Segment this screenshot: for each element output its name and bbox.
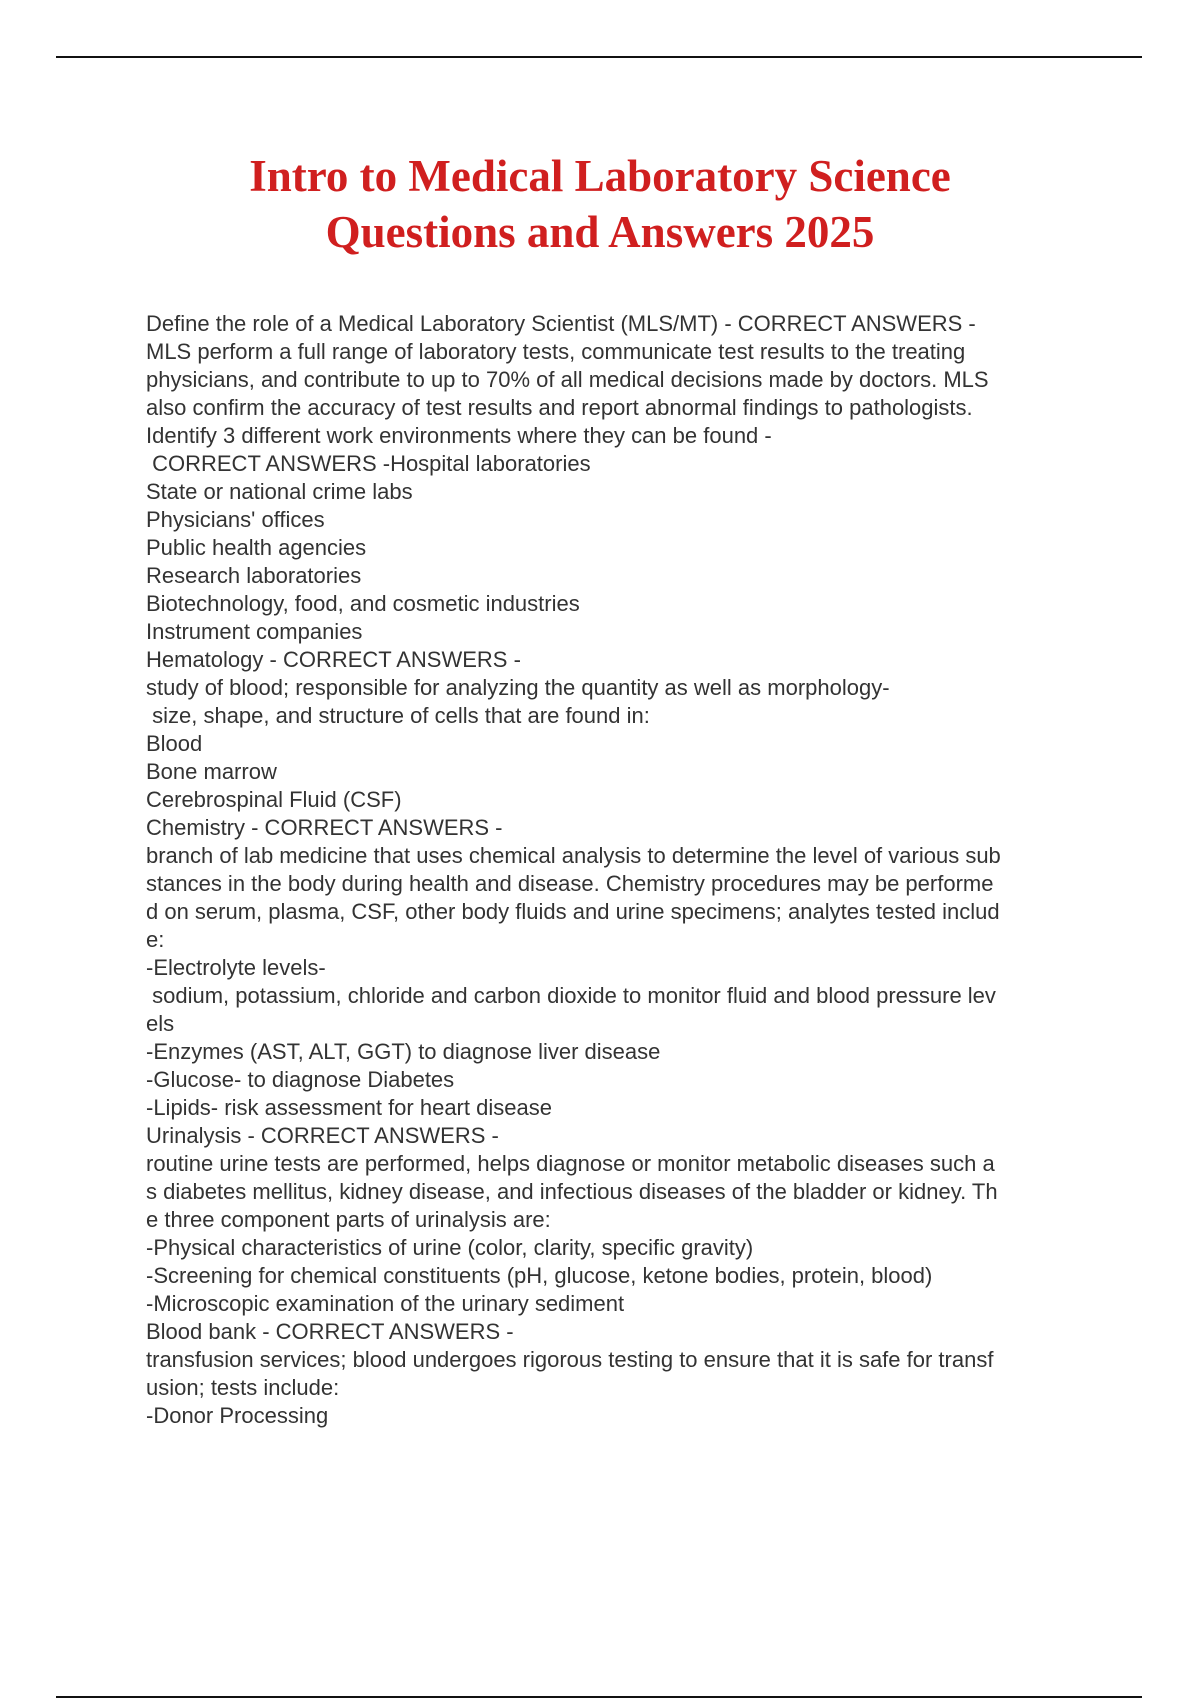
text-line: sodium, potassium, chloride and carbon dioxide to monitor fluid and blood pressure lev — [146, 983, 996, 1008]
text-line: CORRECT ANSWERS -Hospital laboratories — [146, 451, 591, 476]
text-line: Blood bank - CORRECT ANSWERS - — [146, 1319, 514, 1344]
qa-body — [146, 310, 1096, 1430]
text-line: Instrument companies — [146, 619, 363, 644]
text-line: Biotechnology, food, and cosmetic industries — [146, 591, 580, 616]
text-line: -Enzymes (AST, ALT, GGT) to diagnose liver disease — [146, 1039, 661, 1064]
text-line: -Donor Processing — [146, 1403, 329, 1428]
text-line: els — [146, 1011, 175, 1036]
text-line: size, shape, and structure of cells that are found in: — [146, 703, 650, 728]
text-line: Urinalysis - CORRECT ANSWERS - — [146, 1123, 499, 1148]
text-line: Cerebrospinal Fluid (CSF) — [146, 787, 402, 812]
text-line: -Glucose- to diagnose Diabetes — [146, 1067, 455, 1092]
text-line: Identify 3 different work environments where they can be found - — [146, 423, 772, 448]
text-line: s diabetes mellitus, kidney disease, and infectious diseases of the bladder or kidney. Th — [146, 1179, 998, 1204]
text-line: physicians, and contribute to up to 70% of all medical decisions made by doctors. MLS — [146, 367, 989, 392]
text-line: e three component parts of urinalysis are: — [146, 1207, 551, 1232]
text-line: also confirm the accuracy of test results and report abnormal findings to pathologists. — [146, 395, 973, 420]
text-line: branch of lab medicine that uses chemical analysis to determine the level of various sub — [146, 843, 1001, 868]
document-title — [0, 148, 1200, 260]
text-line: e: — [146, 927, 165, 952]
text-line: Chemistry - CORRECT ANSWERS - — [146, 815, 503, 840]
text-line: usion; tests include: — [146, 1375, 340, 1400]
title-line-2: Questions and Answers 2025 — [325, 207, 875, 257]
text-line: MLS perform a full range of laboratory tests, communicate test results to the treating — [146, 339, 966, 364]
text-line: Public health agencies — [146, 535, 367, 560]
text-line: stances in the body during health and disease. Chemistry procedures may be performe — [146, 871, 994, 896]
text-line: routine urine tests are performed, helps diagnose or monitor metabolic diseases such a — [146, 1151, 995, 1176]
text-line: -Microscopic examination of the urinary sediment — [146, 1291, 625, 1316]
text-line: -Electrolyte levels- — [146, 955, 326, 980]
text-line: Hematology - CORRECT ANSWERS - — [146, 647, 521, 672]
text-line: Define the role of a Medical Laboratory Scientist (MLS/MT) - CORRECT ANSWERS - — [146, 311, 976, 336]
text-line: -Lipids- risk assessment for heart disease — [146, 1095, 552, 1120]
text-line: d on serum, plasma, CSF, other body fluids and urine specimens; analytes tested includ — [146, 899, 1000, 924]
bottom-divider — [56, 1696, 1142, 1698]
text-line: Blood — [146, 731, 203, 756]
text-line: transfusion services; blood undergoes rigorous testing to ensure that it is safe for transf — [146, 1347, 994, 1372]
text-line: study of blood; responsible for analyzing the quantity as well as morphology- — [146, 675, 890, 700]
text-line: Physicians' offices — [146, 507, 325, 532]
text-line: State or national crime labs — [146, 479, 413, 504]
text-line: Research laboratories — [146, 563, 362, 588]
text-line: Bone marrow — [146, 759, 277, 784]
top-divider — [56, 56, 1142, 58]
title-line-1: Intro to Medical Laboratory Science — [249, 151, 951, 201]
text-line: -Physical characteristics of urine (color, clarity, specific gravity) — [146, 1235, 754, 1260]
text-line: -Screening for chemical constituents (pH, glucose, ketone bodies, protein, blood) — [146, 1263, 933, 1288]
